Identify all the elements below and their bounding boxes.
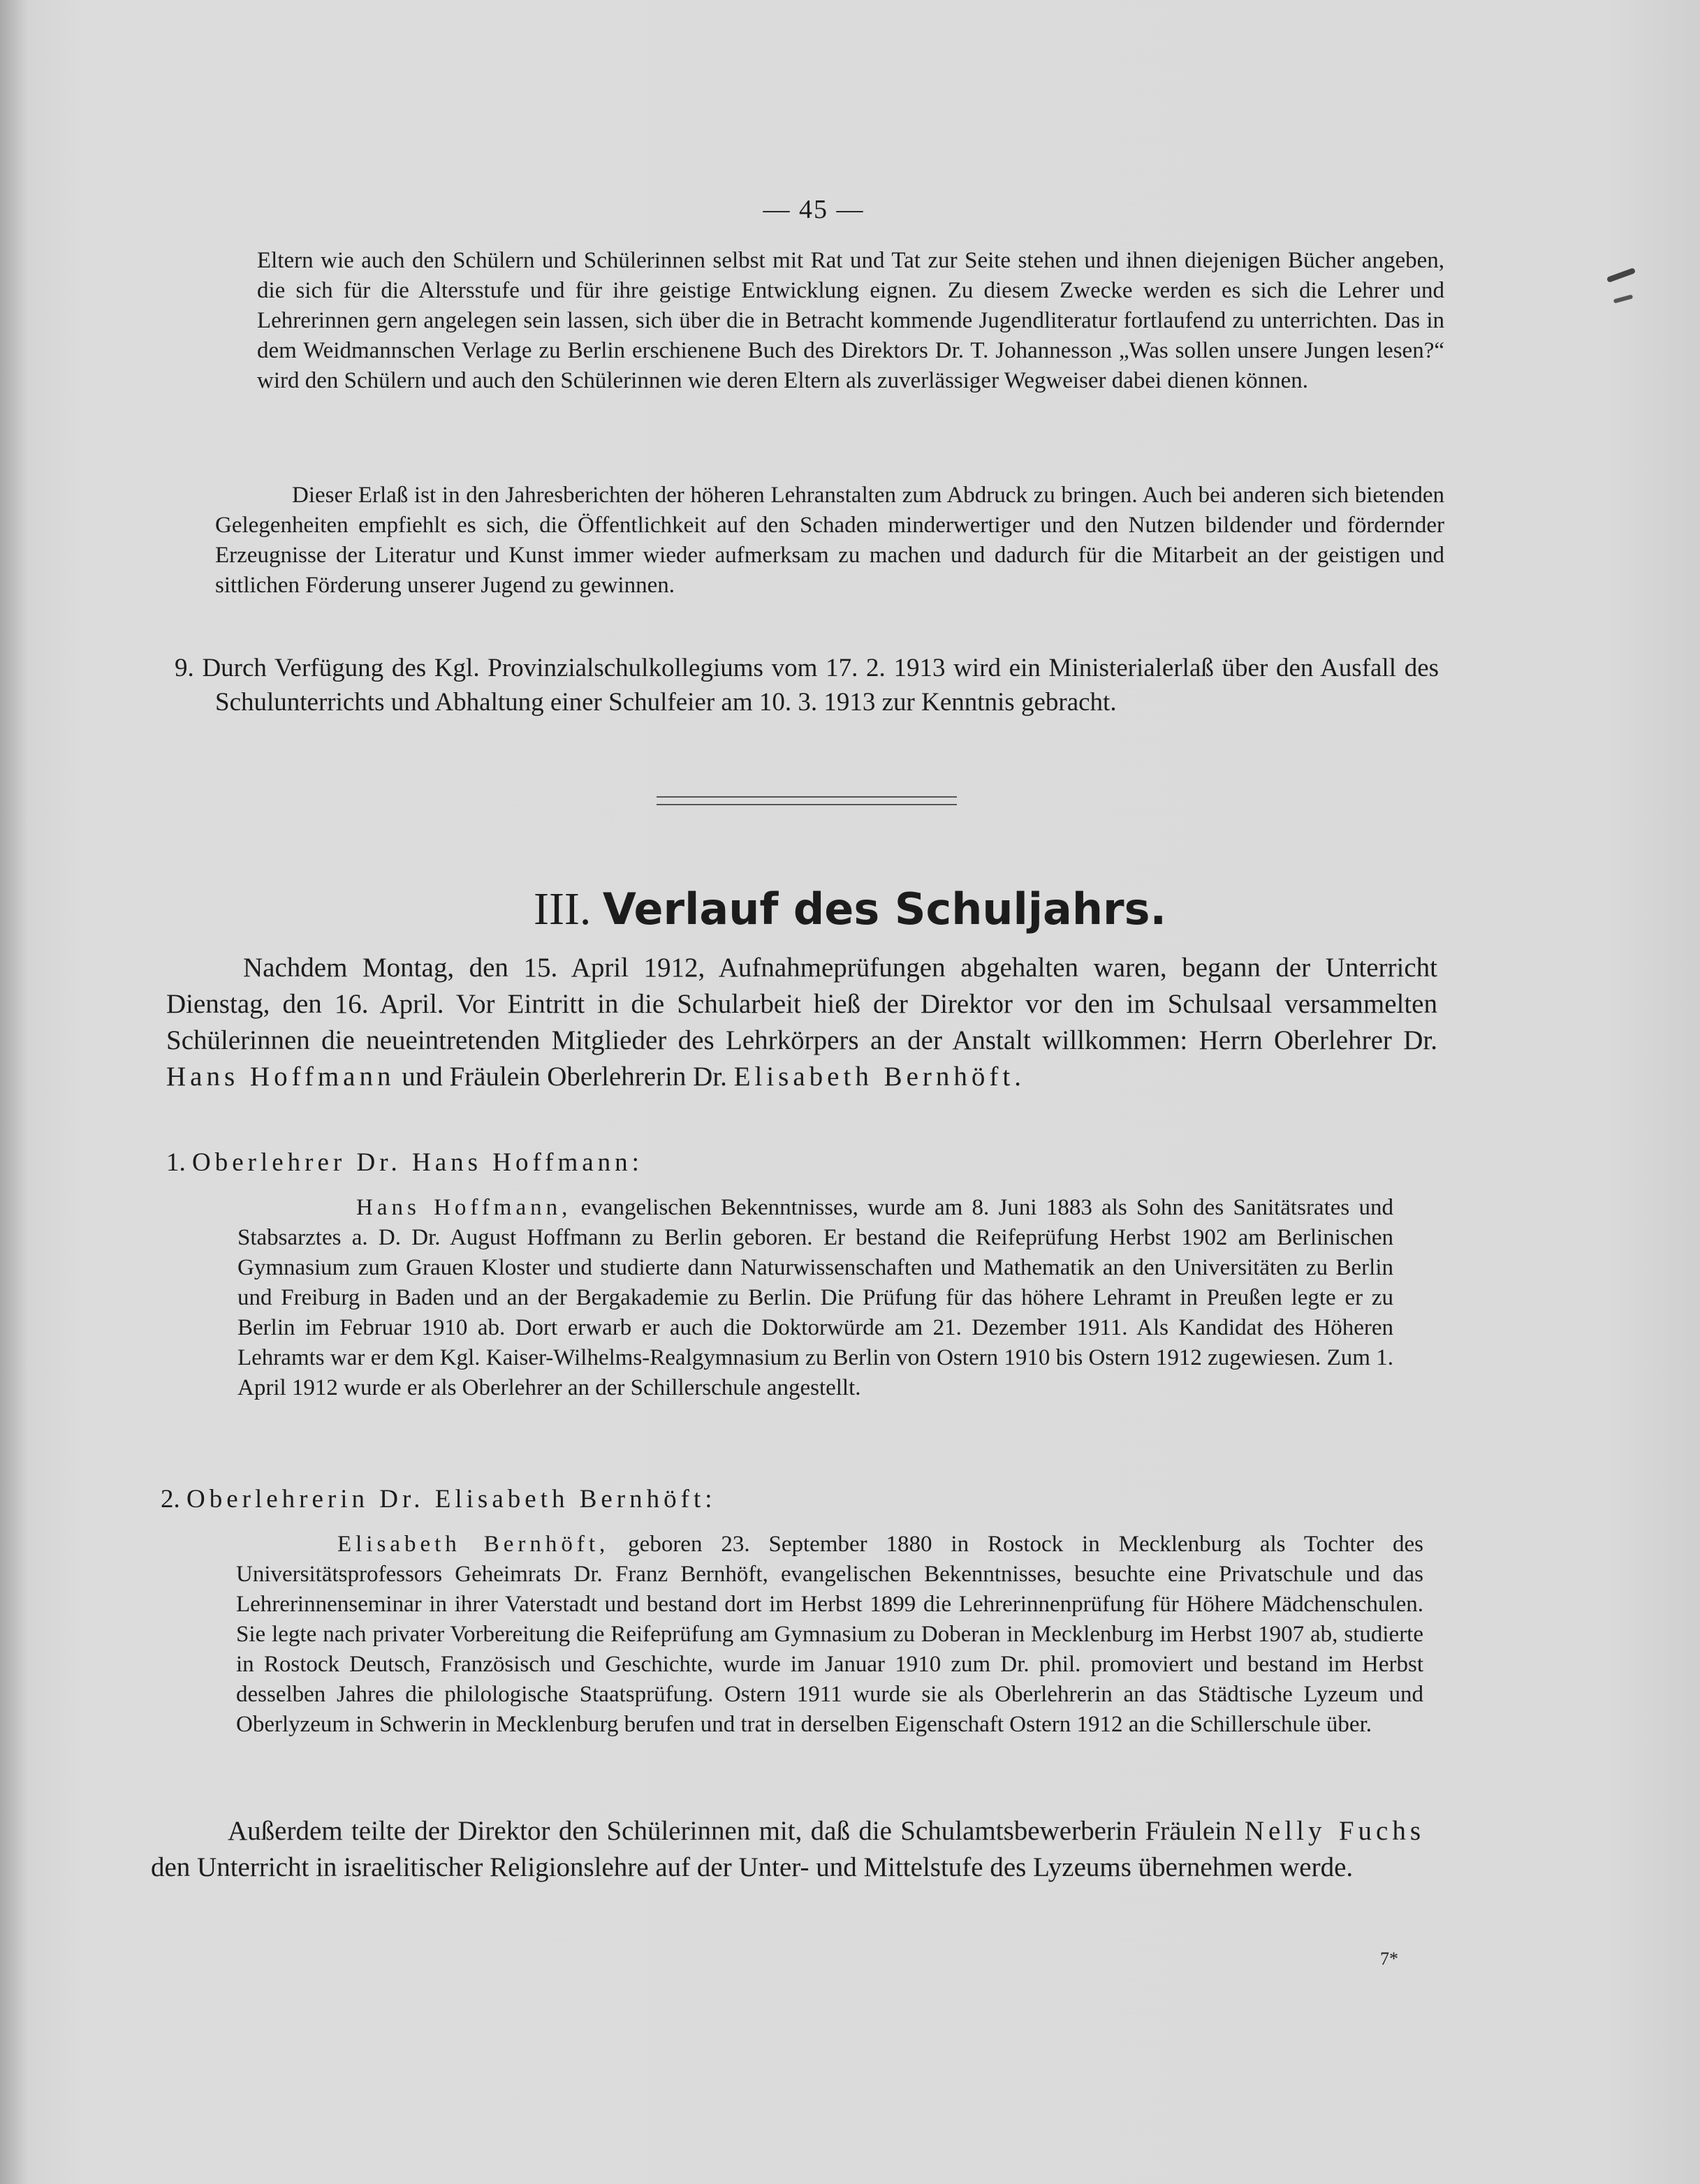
bio-1-text: evangelischen Bekenntnisses, wurde am 8. Juni 1883 als Sohn des Sanitätsrates und Stabsarztes a. D. Dr. August Hoffmann zu Berlin geboren. Er bestand die Reifeprüfung Herbst 1902 am Berlinischen Gymnasium zum Grauen Kloster und studierte dann Naturwissenschaften und Mathematik an den Universitäten zu Berlin und Freiburg in Baden und an der Bergakademie zu Berlin. Die Prüfung für das höhere Lehramt in Preußen legte er zu Berlin im Februar 1910 ab. Dort erwarb er auch die Doktorwürde am 21. Dezember 1911. Als Kandidat des Höheren Lehramts war er dem Kgl. Kaiser-Wilhelms-Realgymnasium zu Berlin von Ostern 1910 bis Ostern 1912 zugewiesen. Zum 1. April 1912 wurde er als Oberlehrer an der Schillerschule angestellt. bbox=[237, 1195, 1394, 1400]
bio-1-heading bbox=[166, 1145, 1437, 1180]
item-9-body: Durch Verfügung des Kgl. Provinzialschulkollegiums vom 17. 2. 1913 wird ein Ministerialerlaß über den Ausfall des Schulunterrichts und Abhaltung einer Schulfeier am 10. 3. 1913 zur Kenntnis gebracht. bbox=[202, 654, 1439, 717]
bio-2-block bbox=[236, 1530, 1423, 1740]
bio-1-title: Oberlehrer Dr. Hans Hoffmann: bbox=[192, 1148, 643, 1177]
bio-1-heading-text bbox=[166, 1145, 1437, 1180]
bio-2-heading-text bbox=[161, 1482, 1432, 1516]
section-number: III. bbox=[533, 884, 592, 935]
item-9-text bbox=[175, 651, 1439, 719]
bio-1-number: 1. bbox=[166, 1148, 186, 1177]
margin-mark bbox=[1606, 267, 1636, 283]
opening-text-middle: und Fräulein Oberlehrerin Dr. bbox=[402, 1062, 727, 1092]
signature-mark: 7* bbox=[1380, 1949, 1398, 1969]
section-title: Verlauf des Schuljahrs. bbox=[602, 884, 1167, 935]
opening-paragraph bbox=[166, 950, 1437, 1095]
decree-paragraph-block bbox=[215, 481, 1444, 601]
bio-2-heading bbox=[161, 1482, 1432, 1516]
closing-text-before: Außerdem teilte der Direktor den Schülerinnen mit, daß die Schulamtsbewerberin Fräulein bbox=[228, 1816, 1236, 1846]
bio-1-block bbox=[237, 1193, 1393, 1403]
page-number: — 45 — bbox=[763, 195, 865, 224]
decree-paragraph: Dieser Erlaß ist in den Jahresberichten der höheren Lehranstalten zum Abdruck zu bringen. Auch bei anderen sich bietenden Gelegenheiten empfiehlt es sich, die Öffentlichkeit auf den Schaden minderwertiger und den Nutzen bildender und fördernder Erzeugnisse der Literatur und Kunst immer wieder aufmerksam zu machen und dadurch für die Mitarbeit an der geistigen und sittlichen Förderung unserer Jugend zu gewinnen. bbox=[215, 483, 1444, 598]
bio-2-title: Oberlehrerin Dr. Elisabeth Bernhöft: bbox=[186, 1485, 717, 1514]
teacher-name-hoffmann: Hans Hoffmann bbox=[166, 1062, 395, 1092]
section-heading bbox=[0, 881, 1700, 937]
item-9-number: 9. bbox=[175, 654, 194, 682]
bio-2-paragraph bbox=[236, 1530, 1423, 1740]
closing-name: Nelly Fuchs bbox=[1244, 1816, 1426, 1846]
bio-1-paragraph bbox=[237, 1193, 1393, 1403]
closing-text-after: den Unterricht in israelitischer Religionslehre auf der Unter- und Mittelstufe des Lyzeums übernehmen werde. bbox=[151, 1852, 1354, 1882]
margin-mark bbox=[1613, 294, 1634, 303]
section-divider bbox=[657, 796, 957, 805]
bio-1-name: Hans Hoffmann, bbox=[356, 1195, 572, 1220]
bio-2-text: geboren 23. September 1880 in Rostock in Mecklenburg als Tochter des Universitätsprofessors Geheimrats Dr. Franz Bernhöft, evangelischen Bekenntnisses, besuchte eine Privatschule und das Lehrerinnenseminar in ihrer Vaterstadt und bestand dort im Herbst 1899 die Lehrerinnenprüfung für Höhere Mädchenschulen. Sie legte nach privater Vorbereitung die Reifeprüfung am Gymnasium zu Doberan in Mecklenburg im Herbst 1907 ab, studierte in Rostock Deutsch, Französisch und Geschichte, wurde im Januar 1910 zum Dr. phil. promoviert und bestand im Herbst desselben Jahres die philologische Staatsprüfung. Ostern 1911 wurde sie als Oberlehrerin an das Städtische Lyzeum und Oberlyzeum in Schwerin in Mecklenburg berufen und trat in derselben Eigenschaft Ostern 1912 an die Schillerschule über. bbox=[236, 1532, 1424, 1737]
closing-paragraph-block bbox=[151, 1813, 1425, 1886]
bio-2-name: Elisabeth Bernhöft, bbox=[337, 1532, 610, 1557]
intro-paragraph: Eltern wie auch den Schülern und Schülerinnen selbst mit Rat und Tat zur Seite stehen und ihnen diejenigen Bücher angeben, die sich für die Altersstufe und für ihre geistige Entwicklung eignen. Zu diesem Zwecke werden es sich die Lehrer und Lehrerinnen gern angelegen sein lassen, sich über die in Betracht kommende Jugendliteratur fortlaufend zu unterrichten. Das in dem Weidmannschen Verlage zu Berlin erschienene Buch des Direktors Dr. T. Johannesson „Was sollen unsere Jungen lesen?“ wird den Schülern und auch den Schülerinnen wie deren Eltern als zuverlässiger Wegweiser dabei dienen können. bbox=[257, 248, 1444, 393]
opening-text-end: . bbox=[1014, 1062, 1021, 1092]
teacher-name-bernhoeft: Elisabeth Bernhöft bbox=[733, 1062, 1015, 1092]
opening-text-before: Nachdem Montag, den 15. April 1912, Aufnahmeprüfungen abgehalten waren, begann der Unterricht Dienstag, den 16. April. Vor Eintritt in die Schularbeit hieß der Direktor vor den im Schulsaal versammelten Schülerinnen die neueintretenden Mitglieder des Lehrkörpers an der Anstalt willkommen: Herrn Oberlehrer Dr. bbox=[166, 953, 1437, 1055]
bio-2-number: 2. bbox=[161, 1485, 180, 1514]
intro-paragraph-block bbox=[257, 246, 1444, 396]
closing-paragraph bbox=[151, 1813, 1425, 1886]
opening-paragraph-block bbox=[166, 950, 1437, 1095]
item-9 bbox=[175, 651, 1439, 719]
